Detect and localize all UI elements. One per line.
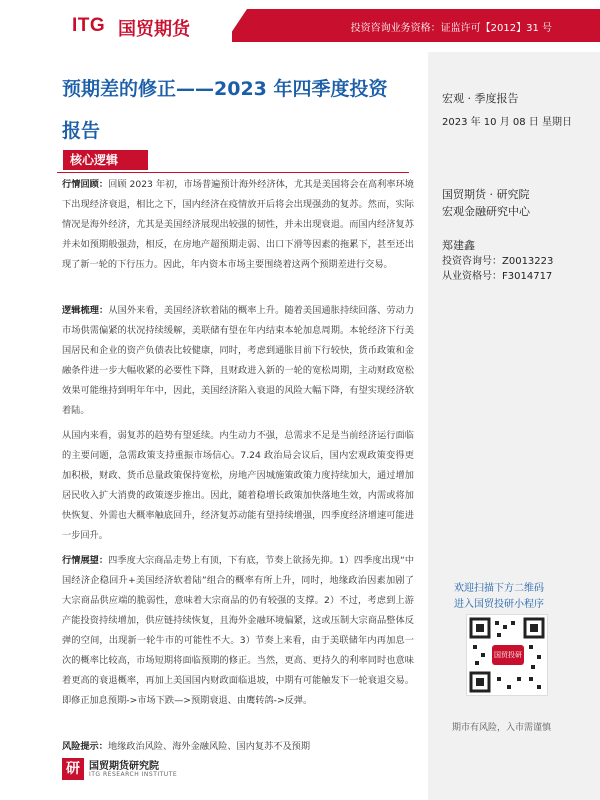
license-text: 投资咨询业务资格：证监许可【2012】31 号 bbox=[350, 23, 552, 34]
paragraph-lead: 行情展望： bbox=[62, 555, 109, 566]
logo-itg-text: ITG bbox=[72, 15, 106, 36]
report-header bbox=[0, 0, 600, 52]
footer-logo bbox=[62, 756, 242, 784]
risk-disclaimer: 期市有风险，入市需谨慎 bbox=[452, 723, 552, 733]
report-title: 预期差的修正——2023 年四季度投资报告 bbox=[62, 78, 388, 142]
section-label: 核心逻辑 bbox=[70, 153, 119, 167]
paragraph-domestic bbox=[62, 426, 414, 546]
paragraph-text: 地缘政治风险、海外金融风险、国内复苏不及预期 bbox=[107, 741, 311, 752]
paragraph-logic bbox=[62, 301, 414, 421]
qr-caption-line-2: 进入国贸投研小程序 bbox=[454, 599, 544, 610]
logo-company-name: 国贸期货 bbox=[118, 19, 190, 40]
qr-center-badge: 国贸投研 bbox=[492, 645, 524, 665]
footer-logo-cn: 国贸期货研究院 bbox=[89, 761, 159, 772]
report-category: 宏观 · 季度报告 bbox=[442, 92, 519, 105]
report-date: 2023 年 10 月 08 日 星期日 bbox=[442, 117, 572, 128]
logo-area bbox=[0, 0, 232, 52]
paragraph-text: 从国外来看，美国经济软着陆的概率上升。随着美国通胀持续回落、劳动力市场供需偏紧的状况持续缓解，美联储有望在年内结束本轮加息周期。本轮经济下行美国居民和企业的资产负债表比较健康，同时，考虑到通胀目前下行较快，货币政策和金融条件进一步大幅收紧的必要性下降，且财政进入新的一轮的宽松周期，主动财政宽松效果可能维持到明年年中，因此，美国经济陷入衰退的风险大幅下降，有望实现经济软着陆。 bbox=[62, 305, 415, 416]
paragraph-outlook bbox=[62, 551, 414, 711]
paragraph-lead: 行情回顾： bbox=[62, 179, 109, 190]
qualification-number: 从业资格号：F3014717 bbox=[442, 271, 553, 282]
org-line-1: 国贸期货 · 研究院 bbox=[442, 188, 530, 201]
section-divider bbox=[57, 172, 409, 173]
paragraph-text: 从国内来看，弱复苏的趋势有望延续。内生动力不强，总需求不足是当前经济运行面临的主要问题，急需政策支持重振市场信心。7.24 政治局会议后，国内宏观政策变得更加积极，财政、货币总量政策保持宽松，房地产因城施策政策力度持续加大，通过增加居民收入扩大消费的政策逐步推出。因此，随着稳增长政策加快落地生效，内需或将加快恢复、外需也大概率触底回升，经济复苏动能有望持续增强，四季度经济增速可能进一步回升。 bbox=[62, 430, 414, 541]
paragraph-text: 四季度大宗商品走势上有顶，下有底，节奏上欲扬先抑。1）四季度出现“中国经济企稳回升+美国经济软着陆”组合的概率有所上升，同时，地缘政治因素加剧了大宗商品供应端的脆弱性，意味着大宗商品的仍有较强的支撑。2）不过，考虑到上游产能投资持续增加，供应链持续恢复，且海外金融环境偏紧，这或压制大宗商品整体反弹的空间，出现新一轮牛市的可能性不大。3）节奏上来看，由于美联储年内再加息一次的概率比较高，市场短期将面临预期的修正。当然，更高、更持久的利率同时也意味着更高的衰退概率，再加上美国国内财政面临退坡，中期有可能触发下一轮衰退交易。即修正加息预期->市场下跌—>预期衰退、由鹰转鸽->反弹。 bbox=[62, 555, 415, 706]
paragraph-market-review bbox=[62, 175, 414, 275]
paragraph-text: 回顾 2023 年初，市场普遍预计海外经济体，尤其是美国将会在高利率环境下出现经济衰退，相比之下，国内经济在疫情放开后将会出现强劲的复苏。然而，实际情况是海外经济，尤其是美国经济展现出较强的韧性，并未出现衰退。而国内经济复苏并未如预期般强劲，相反，在房地产超预期走弱、出口下滑等因素的拖累下，甚至还出现了新一轮的下行压力。因此，年内资本市场主要围绕着这两个预期差进行交易。 bbox=[62, 179, 414, 270]
consult-number: 投资咨询号：Z0013223 bbox=[442, 256, 554, 267]
author-name: 郑建鑫 bbox=[442, 239, 475, 252]
footer-logo-en: ITG RESEARCH INSTITUTE bbox=[89, 771, 178, 778]
qr-caption-line-1: 欢迎扫描下方二维码 bbox=[454, 583, 544, 594]
org-line-2: 宏观金融研究中心 bbox=[442, 205, 530, 218]
logo-slant-divider bbox=[225, 9, 247, 42]
research-mark-icon: 研 bbox=[62, 758, 84, 780]
paragraph-risk bbox=[62, 737, 414, 757]
section-tag-notch bbox=[57, 150, 63, 170]
qr-code[interactable] bbox=[466, 614, 548, 696]
paragraph-lead: 逻辑梳理： bbox=[62, 305, 109, 316]
paragraph-lead: 风险提示： bbox=[62, 741, 108, 752]
